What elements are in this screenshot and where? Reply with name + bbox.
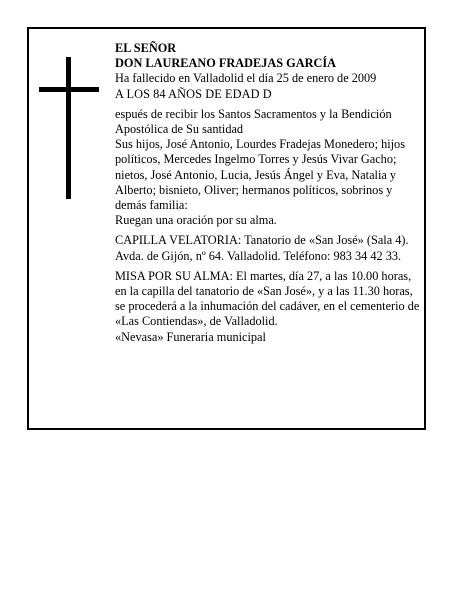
notice-text bbox=[115, 41, 423, 345]
funeral-home: «Nevasa» Funeraria municipal bbox=[115, 329, 266, 344]
cross-horizontal-bar bbox=[39, 87, 99, 92]
chapel-info: CAPILLA VELATORIA: Tanatorio de «San José» (Sala 4). Avda. de Gijón, nº 64. Valladolid. Teléfono: 983 34 42 33. bbox=[115, 233, 409, 263]
obituary-notice bbox=[27, 27, 426, 430]
family-text: Sus hijos, José Antonio, Lourdes Fradejas Monedero; hijos políticos, Mercedes Ingelmo Torres y Jesús Vivar Gacho; nietos, José Antonio, Lucia, Jesús Ángel y Eva, Natalia y Alberto; bisnieto, Oliver; hermanos políticos, sobrinos y demás familia: bbox=[115, 137, 405, 213]
cross-icon bbox=[39, 57, 99, 199]
cross-vertical-bar bbox=[66, 57, 71, 199]
mass-info: MISA POR SU ALMA: El martes, día 27, a las 10.00 horas, en la capilla del tanatorio de «San José», y a las 11.30 horas, se procederá a la inhumación del cadáver, en el cementerio de «Las Contiendas», de Valladolid. bbox=[115, 268, 420, 329]
age-line: A LOS 84 AÑOS DE EDAD D bbox=[115, 86, 272, 101]
deceased-name: DON LAUREANO FRADEJAS GARCÍA bbox=[115, 56, 337, 71]
death-announcement: Ha fallecido en Valladolid el día 25 de enero de 2009 bbox=[115, 71, 377, 86]
heading-title: EL SEÑOR bbox=[115, 41, 177, 55]
prayer-request: Ruegan una oración por su alma. bbox=[115, 213, 277, 228]
sacraments-text: espués de recibir los Santos Sacramentos y la Bendición Apostólica de Su santidad bbox=[115, 106, 392, 137]
